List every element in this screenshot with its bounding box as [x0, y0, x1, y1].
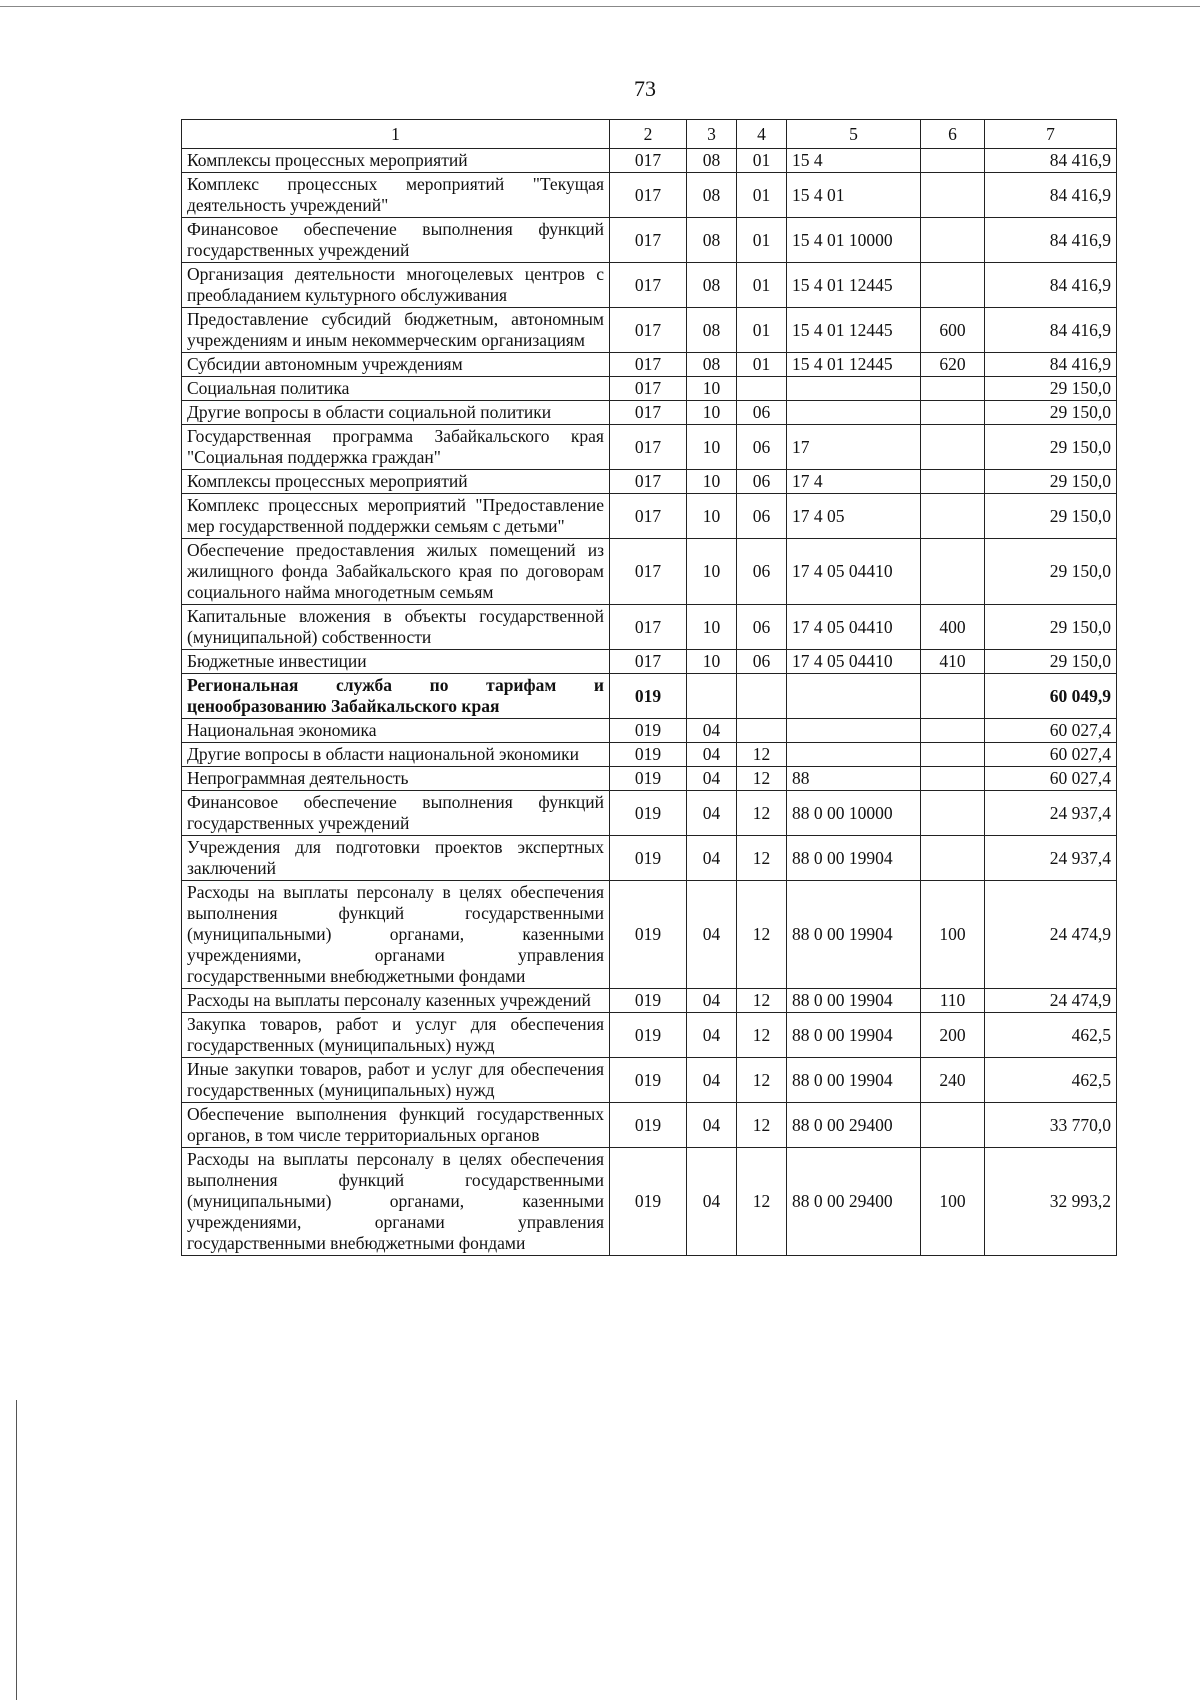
- row-name-cell: Расходы на выплаты персоналу казенных учреждений: [182, 989, 610, 1013]
- amount-cell: 462,5: [985, 1013, 1117, 1058]
- code-subsection-cell: [737, 719, 787, 743]
- row-name-cell: Капитальные вложения в объекты государственной (муниципальной) собственности: [182, 605, 610, 650]
- code-section-cell: 04: [687, 719, 737, 743]
- code-admin-cell: 017: [610, 494, 687, 539]
- table-row: [182, 401, 1117, 425]
- code-target-cell: 88: [787, 767, 921, 791]
- scan-margin-line: [16, 1400, 17, 1700]
- code-section-cell: 04: [687, 881, 737, 989]
- amount-cell: 60 027,4: [985, 767, 1117, 791]
- amount-cell: 24 474,9: [985, 881, 1117, 989]
- code-expense-type-cell: [921, 425, 985, 470]
- code-admin-cell: 019: [610, 1103, 687, 1148]
- row-name-cell: Предоставление субсидий бюджетным, автономным учреждениям и иным некоммерческим организациям: [182, 308, 610, 353]
- table-row: [182, 767, 1117, 791]
- amount-cell: 29 150,0: [985, 470, 1117, 494]
- code-subsection-cell: 06: [737, 605, 787, 650]
- code-admin-cell: 019: [610, 1058, 687, 1103]
- code-target-cell: 15 4 01 12445: [787, 308, 921, 353]
- code-expense-type-cell: [921, 743, 985, 767]
- code-target-cell: 17 4 05: [787, 494, 921, 539]
- table-row: [182, 674, 1117, 719]
- header-row: [182, 120, 1117, 149]
- code-subsection-cell: 01: [737, 149, 787, 173]
- amount-cell: 84 416,9: [985, 218, 1117, 263]
- code-admin-cell: 019: [610, 989, 687, 1013]
- code-subsection-cell: 01: [737, 263, 787, 308]
- code-expense-type-cell: [921, 173, 985, 218]
- row-name-cell: Субсидии автономным учреждениям: [182, 353, 610, 377]
- code-admin-cell: 017: [610, 377, 687, 401]
- code-subsection-cell: 06: [737, 425, 787, 470]
- code-expense-type-cell: [921, 791, 985, 836]
- code-admin-cell: 019: [610, 767, 687, 791]
- table-row: [182, 308, 1117, 353]
- code-subsection-cell: 06: [737, 470, 787, 494]
- code-section-cell: 10: [687, 494, 737, 539]
- code-subsection-cell: 06: [737, 494, 787, 539]
- code-section-cell: 04: [687, 1058, 737, 1103]
- code-subsection-cell: 12: [737, 1013, 787, 1058]
- code-subsection-cell: 12: [737, 1103, 787, 1148]
- code-admin-cell: 019: [610, 743, 687, 767]
- code-section-cell: 08: [687, 149, 737, 173]
- row-name-cell: Обеспечение выполнения функций государственных органов, в том числе территориальных органов: [182, 1103, 610, 1148]
- code-section-cell: 08: [687, 353, 737, 377]
- table-row: [182, 173, 1117, 218]
- code-admin-cell: 017: [610, 173, 687, 218]
- code-admin-cell: 019: [610, 1013, 687, 1058]
- table-row: [182, 791, 1117, 836]
- code-target-cell: 88 0 00 19904: [787, 1013, 921, 1058]
- code-section-cell: 08: [687, 173, 737, 218]
- table-row: [182, 1058, 1117, 1103]
- code-subsection-cell: 01: [737, 353, 787, 377]
- code-admin-cell: 019: [610, 1148, 687, 1256]
- code-target-cell: 15 4 01 12445: [787, 353, 921, 377]
- code-subsection-cell: 12: [737, 1058, 787, 1103]
- amount-cell: 29 150,0: [985, 401, 1117, 425]
- table-row: [182, 1103, 1117, 1148]
- table-row: [182, 218, 1117, 263]
- row-name-cell: Финансовое обеспечение выполнения функций государственных учреждений: [182, 791, 610, 836]
- table-row: [182, 377, 1117, 401]
- table-row: [182, 149, 1117, 173]
- code-section-cell: 10: [687, 650, 737, 674]
- column-header: 6: [921, 120, 985, 149]
- column-header: 4: [737, 120, 787, 149]
- code-target-cell: 15 4 01: [787, 173, 921, 218]
- code-target-cell: 88 0 00 19904: [787, 1058, 921, 1103]
- code-target-cell: 88 0 00 19904: [787, 836, 921, 881]
- code-subsection-cell: 01: [737, 173, 787, 218]
- code-expense-type-cell: 100: [921, 881, 985, 989]
- page-number: 73: [634, 76, 656, 101]
- table-body: [182, 149, 1117, 1256]
- code-target-cell: [787, 674, 921, 719]
- table-row: [182, 650, 1117, 674]
- amount-cell: 29 150,0: [985, 539, 1117, 605]
- amount-cell: 29 150,0: [985, 650, 1117, 674]
- code-admin-cell: 019: [610, 836, 687, 881]
- code-section-cell: 04: [687, 1103, 737, 1148]
- code-target-cell: 88 0 00 19904: [787, 989, 921, 1013]
- row-name-cell: Государственная программа Забайкальского края "Социальная поддержка граждан": [182, 425, 610, 470]
- table-row: [182, 989, 1117, 1013]
- row-name-cell: Региональная служба по тарифам и ценообразованию Забайкальского края: [182, 674, 610, 719]
- code-expense-type-cell: [921, 539, 985, 605]
- row-name-cell: Комплексы процессных мероприятий: [182, 149, 610, 173]
- code-section-cell: 04: [687, 989, 737, 1013]
- code-expense-type-cell: [921, 836, 985, 881]
- code-target-cell: 17 4 05 04410: [787, 650, 921, 674]
- row-name-cell: Закупка товаров, работ и услуг для обеспечения государственных (муниципальных) нужд: [182, 1013, 610, 1058]
- amount-cell: 29 150,0: [985, 377, 1117, 401]
- code-target-cell: 88 0 00 29400: [787, 1103, 921, 1148]
- table-row: [182, 470, 1117, 494]
- row-name-cell: Комплекс процессных мероприятий "Текущая деятельность учреждений": [182, 173, 610, 218]
- scan-edge-line: [0, 6, 1200, 7]
- code-admin-cell: 019: [610, 674, 687, 719]
- code-target-cell: [787, 743, 921, 767]
- code-section-cell: 04: [687, 836, 737, 881]
- code-target-cell: [787, 401, 921, 425]
- row-name-cell: Организация деятельности многоцелевых центров с преобладанием культурного обслуживания: [182, 263, 610, 308]
- table-row: [182, 263, 1117, 308]
- code-subsection-cell: [737, 377, 787, 401]
- code-subsection-cell: 12: [737, 1148, 787, 1256]
- code-subsection-cell: 12: [737, 791, 787, 836]
- code-admin-cell: 017: [610, 149, 687, 173]
- code-expense-type-cell: [921, 767, 985, 791]
- code-admin-cell: 017: [610, 401, 687, 425]
- code-section-cell: 04: [687, 791, 737, 836]
- amount-cell: 29 150,0: [985, 425, 1117, 470]
- code-admin-cell: 019: [610, 719, 687, 743]
- code-subsection-cell: 01: [737, 308, 787, 353]
- budget-table: [181, 119, 1117, 1256]
- amount-cell: 33 770,0: [985, 1103, 1117, 1148]
- column-header: 2: [610, 120, 687, 149]
- code-section-cell: 04: [687, 743, 737, 767]
- code-subsection-cell: 06: [737, 650, 787, 674]
- code-expense-type-cell: [921, 674, 985, 719]
- amount-cell: 60 027,4: [985, 743, 1117, 767]
- code-section-cell: 10: [687, 401, 737, 425]
- code-expense-type-cell: 110: [921, 989, 985, 1013]
- code-target-cell: 17 4: [787, 470, 921, 494]
- code-target-cell: [787, 719, 921, 743]
- code-section-cell: 10: [687, 470, 737, 494]
- column-header: 1: [182, 120, 610, 149]
- code-target-cell: 17 4 05 04410: [787, 605, 921, 650]
- code-target-cell: [787, 377, 921, 401]
- code-expense-type-cell: [921, 494, 985, 539]
- code-expense-type-cell: 200: [921, 1013, 985, 1058]
- table-row: [182, 1148, 1117, 1256]
- amount-cell: 60 049,9: [985, 674, 1117, 719]
- code-subsection-cell: 12: [737, 881, 787, 989]
- code-section-cell: 10: [687, 539, 737, 605]
- code-admin-cell: 017: [610, 353, 687, 377]
- code-expense-type-cell: 600: [921, 308, 985, 353]
- table-row: [182, 743, 1117, 767]
- row-name-cell: Непрограммная деятельность: [182, 767, 610, 791]
- table-row: [182, 494, 1117, 539]
- row-name-cell: Комплекс процессных мероприятий "Предоставление мер государственной поддержки семьям с детьми": [182, 494, 610, 539]
- code-target-cell: 17: [787, 425, 921, 470]
- code-subsection-cell: 12: [737, 836, 787, 881]
- code-expense-type-cell: 100: [921, 1148, 985, 1256]
- amount-cell: 32 993,2: [985, 1148, 1117, 1256]
- code-expense-type-cell: 240: [921, 1058, 985, 1103]
- code-admin-cell: 017: [610, 425, 687, 470]
- code-section-cell: 08: [687, 218, 737, 263]
- code-target-cell: 88 0 00 19904: [787, 881, 921, 989]
- row-name-cell: Социальная политика: [182, 377, 610, 401]
- code-expense-type-cell: [921, 1103, 985, 1148]
- amount-cell: 60 027,4: [985, 719, 1117, 743]
- table-row: [182, 353, 1117, 377]
- table-row: [182, 1013, 1117, 1058]
- amount-cell: 462,5: [985, 1058, 1117, 1103]
- code-expense-type-cell: [921, 401, 985, 425]
- code-admin-cell: 017: [610, 218, 687, 263]
- amount-cell: 84 416,9: [985, 353, 1117, 377]
- code-expense-type-cell: [921, 470, 985, 494]
- code-admin-cell: 017: [610, 263, 687, 308]
- row-name-cell: Национальная экономика: [182, 719, 610, 743]
- code-subsection-cell: 12: [737, 767, 787, 791]
- amount-cell: 24 937,4: [985, 836, 1117, 881]
- code-expense-type-cell: [921, 377, 985, 401]
- code-expense-type-cell: [921, 719, 985, 743]
- row-name-cell: Другие вопросы в области национальной экономики: [182, 743, 610, 767]
- code-subsection-cell: 01: [737, 218, 787, 263]
- code-section-cell: 04: [687, 1013, 737, 1058]
- code-expense-type-cell: 620: [921, 353, 985, 377]
- code-expense-type-cell: [921, 149, 985, 173]
- code-section-cell: [687, 674, 737, 719]
- code-section-cell: 10: [687, 377, 737, 401]
- code-admin-cell: 017: [610, 470, 687, 494]
- code-admin-cell: 019: [610, 791, 687, 836]
- code-section-cell: 04: [687, 1148, 737, 1256]
- code-subsection-cell: 12: [737, 743, 787, 767]
- code-target-cell: 17 4 05 04410: [787, 539, 921, 605]
- table-row: [182, 425, 1117, 470]
- row-name-cell: Бюджетные инвестиции: [182, 650, 610, 674]
- code-admin-cell: 017: [610, 605, 687, 650]
- amount-cell: 84 416,9: [985, 149, 1117, 173]
- row-name-cell: Обеспечение предоставления жилых помещений из жилищного фонда Забайкальского края по договорам социального найма многодетным семьям: [182, 539, 610, 605]
- code-admin-cell: 017: [610, 308, 687, 353]
- table-row: [182, 836, 1117, 881]
- code-admin-cell: 019: [610, 881, 687, 989]
- amount-cell: 84 416,9: [985, 308, 1117, 353]
- code-target-cell: 15 4 01 12445: [787, 263, 921, 308]
- code-subsection-cell: 06: [737, 401, 787, 425]
- amount-cell: 29 150,0: [985, 605, 1117, 650]
- code-subsection-cell: [737, 674, 787, 719]
- code-target-cell: 88 0 00 29400: [787, 1148, 921, 1256]
- code-expense-type-cell: 410: [921, 650, 985, 674]
- code-section-cell: 08: [687, 308, 737, 353]
- column-header: 7: [985, 120, 1117, 149]
- code-target-cell: 15 4 01 10000: [787, 218, 921, 263]
- code-section-cell: 04: [687, 767, 737, 791]
- amount-cell: 24 937,4: [985, 791, 1117, 836]
- amount-cell: 84 416,9: [985, 173, 1117, 218]
- table-row: [182, 881, 1117, 989]
- code-target-cell: 88 0 00 10000: [787, 791, 921, 836]
- row-name-cell: Учреждения для подготовки проектов экспертных заключений: [182, 836, 610, 881]
- code-expense-type-cell: [921, 218, 985, 263]
- column-header: 3: [687, 120, 737, 149]
- code-section-cell: 10: [687, 605, 737, 650]
- code-admin-cell: 017: [610, 650, 687, 674]
- code-subsection-cell: 12: [737, 989, 787, 1013]
- code-section-cell: 08: [687, 263, 737, 308]
- amount-cell: 29 150,0: [985, 494, 1117, 539]
- code-section-cell: 10: [687, 425, 737, 470]
- row-name-cell: Расходы на выплаты персоналу в целях обеспечения выполнения функций государственными (муниципальными) органами, казенными учреждениями, органами управления государственными внебюджетными фондами: [182, 1148, 610, 1256]
- code-expense-type-cell: 400: [921, 605, 985, 650]
- row-name-cell: Расходы на выплаты персоналу в целях обеспечения выполнения функций государственными (муниципальными) органами, казенными учреждениями, органами управления государственными внебюджетными фондами: [182, 881, 610, 989]
- amount-cell: 24 474,9: [985, 989, 1117, 1013]
- table-row: [182, 719, 1117, 743]
- row-name-cell: Иные закупки товаров, работ и услуг для обеспечения государственных (муниципальных) нужд: [182, 1058, 610, 1103]
- row-name-cell: Финансовое обеспечение выполнения функций государственных учреждений: [182, 218, 610, 263]
- column-header: 5: [787, 120, 921, 149]
- table-row: [182, 539, 1117, 605]
- code-expense-type-cell: [921, 263, 985, 308]
- code-admin-cell: 017: [610, 539, 687, 605]
- row-name-cell: Другие вопросы в области социальной политики: [182, 401, 610, 425]
- row-name-cell: Комплексы процессных мероприятий: [182, 470, 610, 494]
- code-subsection-cell: 06: [737, 539, 787, 605]
- code-target-cell: 15 4: [787, 149, 921, 173]
- table-row: [182, 605, 1117, 650]
- amount-cell: 84 416,9: [985, 263, 1117, 308]
